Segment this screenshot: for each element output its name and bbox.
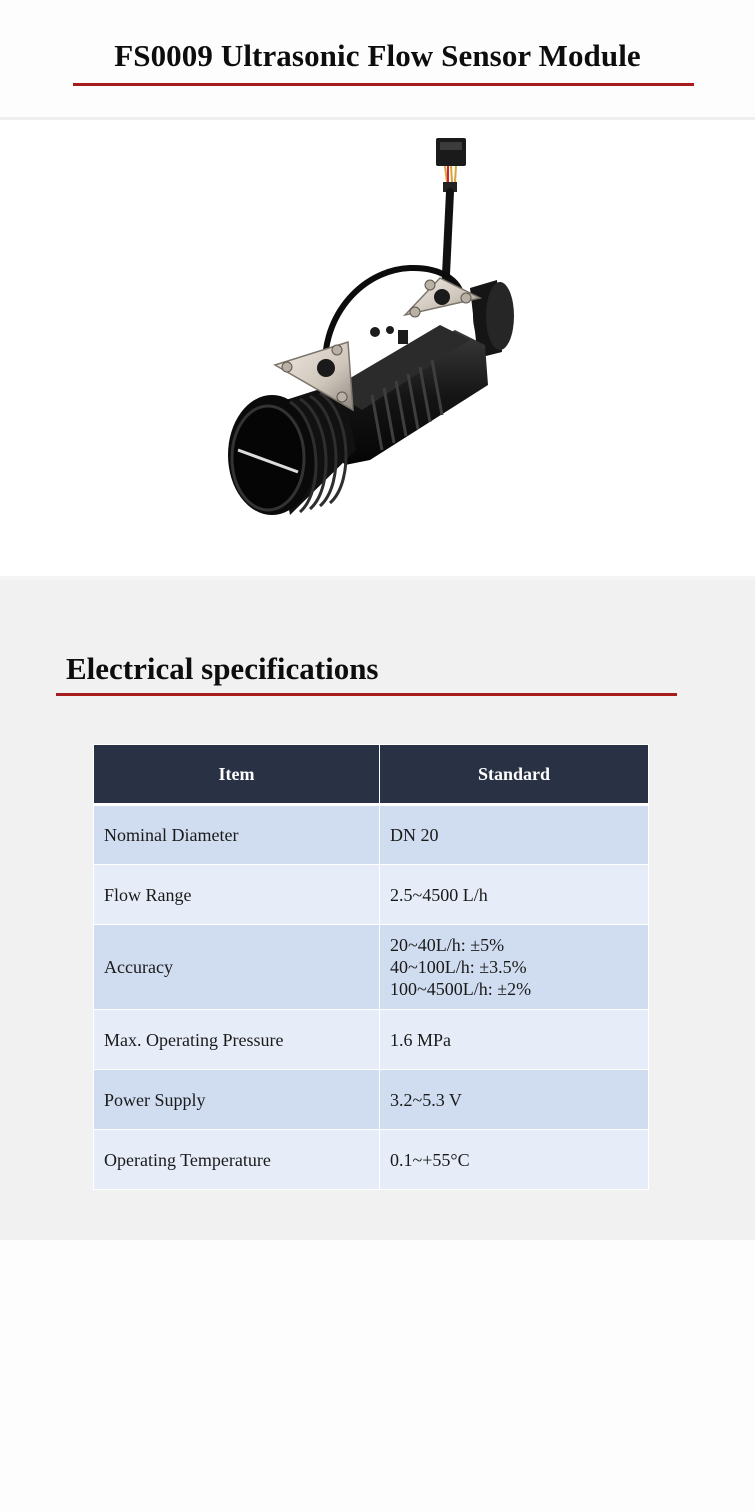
accuracy-line: 40~100L/h: ±3.5% bbox=[390, 957, 527, 977]
table-row bbox=[94, 1130, 649, 1190]
spec-section bbox=[0, 580, 755, 1240]
column-header-standard: Standard bbox=[380, 745, 649, 805]
standard-cell: DN 20 bbox=[380, 805, 649, 865]
item-cell: Accuracy bbox=[94, 925, 380, 1010]
accuracy-line: 20~40L/h: ±5% bbox=[390, 935, 505, 955]
spec-table bbox=[93, 744, 649, 1190]
item-cell: Power Supply bbox=[94, 1070, 380, 1130]
right-metal-plate bbox=[405, 278, 480, 317]
page-footer-space bbox=[0, 1240, 755, 1511]
ultrasonic-flow-sensor-illustration bbox=[0, 120, 755, 576]
item-cell: Flow Range bbox=[94, 865, 380, 925]
title-underline bbox=[73, 83, 694, 86]
left-thread-end bbox=[228, 382, 356, 515]
item-cell: Max. Operating Pressure bbox=[94, 1010, 380, 1070]
page-title: FS0009 Ultrasonic Flow Sensor Module bbox=[114, 38, 641, 73]
standard-cell: 3.2~5.3 V bbox=[380, 1070, 649, 1130]
page-header bbox=[0, 0, 755, 117]
item-cell: Operating Temperature bbox=[94, 1130, 380, 1190]
item-cell: Nominal Diameter bbox=[94, 805, 380, 865]
section-heading: Electrical specifications bbox=[66, 651, 379, 686]
column-header-item: Item bbox=[94, 745, 380, 805]
table-row bbox=[94, 925, 649, 1010]
heading-underline bbox=[56, 693, 677, 696]
table-row bbox=[94, 1070, 649, 1130]
standard-cell: 1.6 MPa bbox=[380, 1010, 649, 1070]
table-row bbox=[94, 805, 649, 865]
standard-cell: 0.1~+55°C bbox=[380, 1130, 649, 1190]
table-header-row bbox=[94, 745, 649, 805]
table-row bbox=[94, 865, 649, 925]
table-row bbox=[94, 1010, 649, 1070]
standard-cell: 2.5~4500 L/h bbox=[380, 865, 649, 925]
standard-cell bbox=[380, 925, 649, 1010]
product-image-area bbox=[0, 120, 755, 576]
accuracy-line: 100~4500L/h: ±2% bbox=[390, 979, 532, 999]
